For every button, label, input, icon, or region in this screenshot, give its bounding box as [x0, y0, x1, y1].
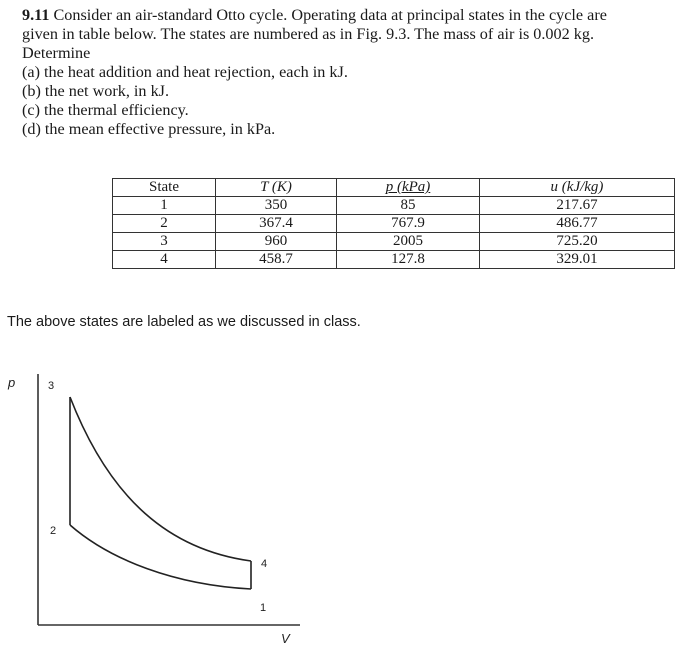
cell-state: 4 — [113, 251, 216, 269]
cell-state: 1 — [113, 197, 216, 215]
statement-line-2: given in table below. The states are numbered as in Fig. 9.3. The mass of air is 0.002 kg. — [22, 25, 594, 43]
state-label-2: 2 — [50, 525, 57, 537]
cell-state: 3 — [113, 233, 216, 251]
problem-statement — [22, 6, 694, 139]
cell-energy: 329.01 — [480, 251, 675, 269]
y-axis-label: p — [8, 375, 16, 390]
cell-energy: 217.67 — [480, 197, 675, 215]
cell-temperature: 367.4 — [216, 215, 337, 233]
table-row — [113, 215, 675, 233]
part-d: (d) the mean effective pressure, in kPa. — [22, 120, 276, 138]
cell-state: 2 — [113, 215, 216, 233]
cell-pressure: 2005 — [337, 233, 480, 251]
cell-temperature: 350 — [216, 197, 337, 215]
table-header-row — [113, 179, 675, 197]
header-pressure: p (kPa) — [337, 179, 480, 197]
cell-pressure: 85 — [337, 197, 480, 215]
statement-line-1: 9.11 Consider an air-standard Otto cycle. Operating data at principal states in the cycle are — [22, 6, 607, 24]
header-energy: u (kJ/kg) — [480, 179, 675, 197]
process-1-2 — [70, 525, 251, 589]
state-label-4: 4 — [261, 558, 268, 570]
header-state: State — [113, 179, 216, 197]
part-c: (c) the thermal efficiency. — [22, 101, 189, 119]
state-table — [112, 178, 675, 269]
cell-pressure: 767.9 — [337, 215, 480, 233]
class-note: The above states are labeled as we discussed in class. — [7, 314, 361, 330]
cell-energy: 486.77 — [480, 215, 675, 233]
cell-temperature: 960 — [216, 233, 337, 251]
table-row — [113, 251, 675, 269]
problem-number: 9.11 — [22, 6, 50, 24]
state-label-1: 1 — [260, 602, 267, 614]
state-label-3: 3 — [48, 380, 55, 392]
table-row — [113, 233, 675, 251]
table-row — [113, 197, 675, 215]
pv-diagram — [0, 360, 330, 650]
cell-energy: 725.20 — [480, 233, 675, 251]
process-3-4 — [70, 397, 251, 561]
cell-pressure: 127.8 — [337, 251, 480, 269]
part-a: (a) the heat addition and heat rejection, each in kJ. — [22, 63, 348, 81]
cell-temperature: 458.7 — [216, 251, 337, 269]
part-b: (b) the net work, in kJ. — [22, 82, 170, 100]
header-temperature: T (K) — [216, 179, 337, 197]
x-axis-label: V — [281, 631, 290, 646]
statement-line-3: Determine — [22, 44, 91, 62]
